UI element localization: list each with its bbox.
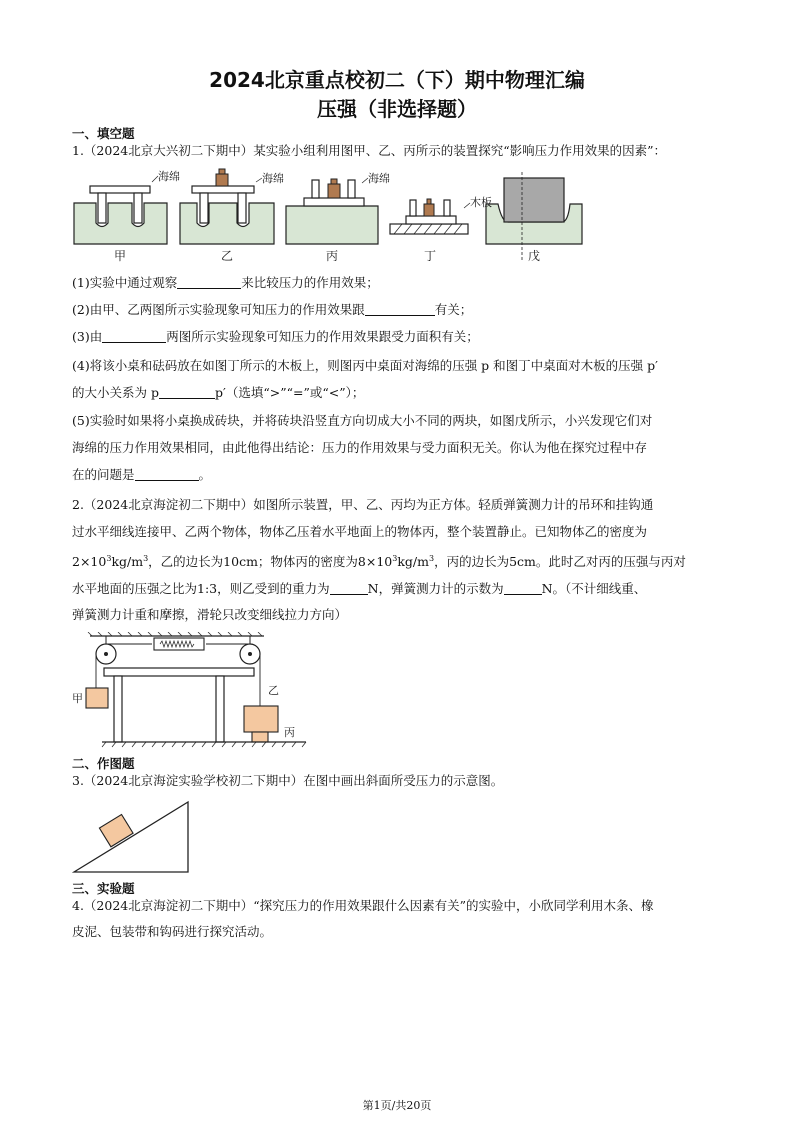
q3-incline-figure bbox=[72, 800, 192, 874]
q1-figures bbox=[72, 168, 612, 263]
q4-line2: 皮泥、包装带和钩码进行探究活动。 bbox=[72, 924, 273, 939]
q2-label-bing: 丙 bbox=[284, 726, 295, 739]
section-heading-experiment: 三、实验题 bbox=[72, 881, 135, 896]
q1-part1: (1)实验中通过观察 来比较压力的作用效果； bbox=[72, 275, 379, 290]
q1-part4-line2: 的大小关系为 p p′（选填“>”“=”或“<”）； bbox=[72, 385, 365, 400]
page-title: 2024北京重点校初二（下）期中物理汇编 bbox=[209, 68, 585, 92]
q4-line1: 4.（2024北京海淀初二下期中）“探究压力的作用效果跟什么因素有关”的实验中，小欣同学利用木条、橡 bbox=[72, 898, 654, 913]
q2-line2: 过水平细线连接甲、乙两个物体，物体乙压着水平地面上的物体丙，整个装置静止。已知物体乙的密度为 bbox=[72, 524, 648, 539]
q2-line1: 2.（2024北京海淀初二下期中）如图所示装置，甲、乙、丙均为正方体。轻质弹簧测力计的吊环和挂钩通 bbox=[72, 497, 654, 512]
q1-intro: 1.（2024北京大兴初二下期中）某实验小组利用图甲、乙、丙所示的装置探究“影响压力作用效果的因素”： bbox=[72, 143, 667, 158]
section-heading-drawing: 二、作图题 bbox=[72, 756, 135, 771]
blank[interactable] bbox=[365, 301, 435, 316]
section-heading-fill-blank: 一、填空题 bbox=[72, 126, 135, 141]
q1-part5-line2: 海绵的压力作用效果相同，由此他得出结论：压力的作用效果与受力面积无关。你认为他在探究过程中存 bbox=[72, 440, 648, 455]
q1-label-jia: 甲 bbox=[113, 249, 127, 263]
q2-line5: 弹簧测力计重和摩擦，滑轮只改变细线拉力方向） bbox=[72, 607, 348, 622]
blank[interactable] bbox=[330, 580, 368, 595]
blank[interactable] bbox=[135, 466, 199, 481]
q1-part2: (2)由甲、乙两图所示实验现象可知压力的作用效果跟 有关； bbox=[72, 302, 473, 317]
page-footer: 第1页/共20页 bbox=[362, 1099, 432, 1112]
q2-figure bbox=[72, 632, 312, 750]
q1-part3: (3)由 两图所示实验现象可知压力的作用效果跟受力面积有关； bbox=[72, 329, 479, 344]
q1-part4-line1: (4)将该小桌和砝码放在如图丁所示的木板上，则图丙中桌面对海绵的压强 p 和图丁中桌面对木板的压强 p′ bbox=[72, 358, 658, 373]
q2-label-yi: 乙 bbox=[268, 684, 279, 697]
blank[interactable] bbox=[504, 580, 542, 595]
q1-note-sponge-3: 海绵 bbox=[368, 172, 390, 185]
q3-text: 3.（2024北京海淀实验学校初二下期中）在图中画出斜面所受压力的示意图。 bbox=[72, 773, 504, 788]
q2-line3: $2\times 10^3kg/m^3$，乙的边长为10cm；物体丙的密度为$8\times 10^3kg/m^3$，丙的边长为5cm。此时乙对丙的压强与丙对 bbox=[72, 554, 686, 570]
q2-label-jia: 甲 bbox=[72, 692, 83, 705]
q1-part5-line1: (5)实验时如果将小桌换成砖块，并将砖块沿竖直方向切成大小不同的两块，如图戊所示，小兴发现它们对 bbox=[72, 413, 653, 428]
q1-note-sponge-1: 海绵 bbox=[158, 170, 180, 183]
blank[interactable] bbox=[177, 274, 241, 289]
page-subtitle: 压强（非选择题） bbox=[317, 97, 477, 121]
blank[interactable] bbox=[102, 328, 166, 343]
q1-note-board: 木板 bbox=[470, 196, 492, 209]
q2-line4: 水平地面的压强之比为1:3，则乙受到的重力为 N，弹簧测力计的示数为 N。（不计细线重、 bbox=[72, 581, 647, 596]
blank[interactable] bbox=[159, 384, 215, 399]
q1-label-yi: 乙 bbox=[220, 249, 234, 263]
q1-part5-line3: 在的问题是 。 bbox=[72, 467, 212, 482]
q1-label-wu: 戊 bbox=[527, 249, 541, 263]
q1-label-bing: 丙 bbox=[325, 249, 339, 263]
q1-note-sponge-2: 海绵 bbox=[262, 172, 284, 185]
q1-label-ding: 丁 bbox=[423, 249, 437, 263]
